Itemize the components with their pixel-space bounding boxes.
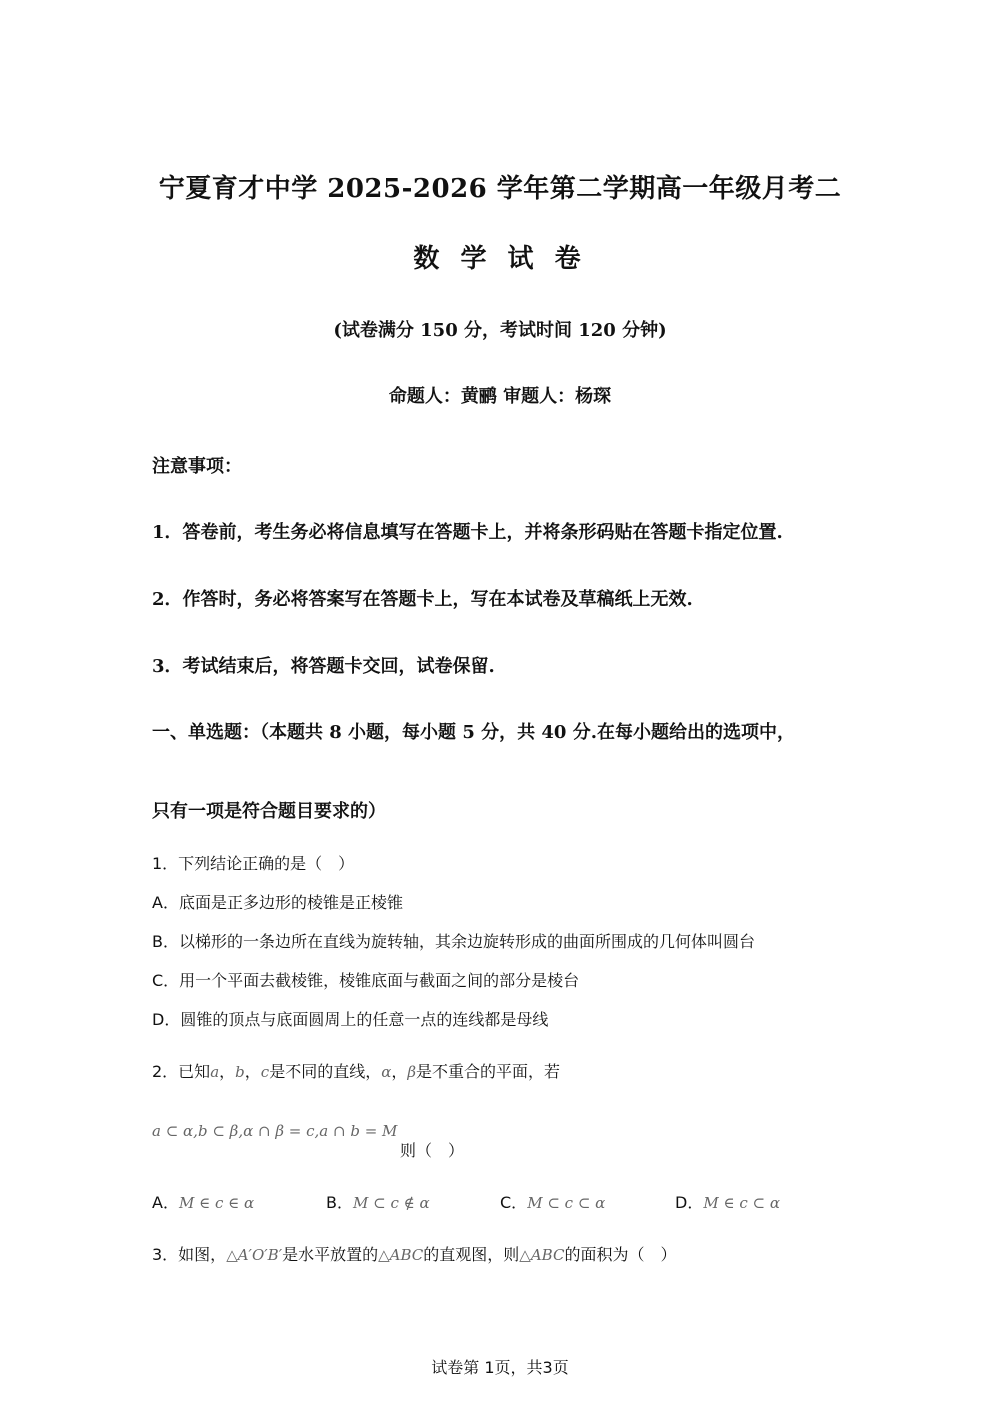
q3-triangle-3: △ABC xyxy=(519,1246,565,1264)
q2-option-a xyxy=(152,1190,254,1213)
q2-sep-3: ， xyxy=(365,1062,382,1081)
q2-option-c-label: C． xyxy=(500,1193,528,1212)
q3-stem xyxy=(152,1242,676,1265)
q2-var-c: c xyxy=(260,1063,270,1081)
q2-option-b-label: B． xyxy=(326,1193,353,1212)
q2-option-a-label: A． xyxy=(152,1193,179,1212)
q3-mid-2: 的直观图，则 xyxy=(423,1245,520,1264)
q2-then: 则（ ） xyxy=(400,1141,465,1160)
q1-option-b: B．以梯形的一条边所在直线为旋转轴，其余边旋转形成的曲面所围成的几何体叫圆台 xyxy=(152,932,755,951)
q2-option-c-math: M ⊂ c ⊂ α xyxy=(527,1194,606,1212)
authors-line: 命题人：黄鹂 审题人：杨琛 xyxy=(388,386,612,407)
note-item-3: 3．考试结束后，将答题卡交回，试卷保留. xyxy=(152,656,495,677)
q1-option-a: A．底面是正多边形的棱锥是正棱锥 xyxy=(152,893,403,912)
score-info: (试卷满分 150 分，考试时间 120 分钟) xyxy=(333,320,667,341)
q2-var-beta: β xyxy=(407,1063,417,1081)
q2-option-c xyxy=(500,1190,605,1213)
q3-prefix: 3．如图， xyxy=(152,1245,227,1264)
q1-option-c: C．用一个平面去截棱锥，棱锥底面与截面之间的部分是棱台 xyxy=(152,971,580,990)
notes-heading: 注意事项： xyxy=(152,456,242,477)
q2-sep-1: ， xyxy=(219,1062,236,1081)
q2-stem-prefix: 2．已知 xyxy=(152,1062,211,1081)
q3-suffix: 的面积为（ ） xyxy=(564,1245,677,1264)
q2-option-b-math: M ⊂ c ∉ α xyxy=(352,1194,430,1212)
q2-option-d-label: D． xyxy=(675,1193,704,1212)
q2-var-a: a xyxy=(210,1063,220,1081)
q2-option-a-math: M ∈ c ∈ α xyxy=(178,1194,255,1212)
page-footer: 试卷第 1页，共3页 xyxy=(431,1358,569,1377)
q2-stem xyxy=(152,1059,560,1082)
q2-sep-2: ， xyxy=(244,1062,261,1081)
section1-heading-line2: 只有一项是符合题目要求的） xyxy=(152,801,386,822)
q2-stem-mid: 是不同的直线 xyxy=(269,1062,366,1081)
note-item-1: 1．答卷前，考生务必将信息填写在答题卡上，并将条形码贴在答题卡指定位置. xyxy=(152,522,783,543)
q2-var-alpha: α xyxy=(381,1063,392,1081)
q2-option-d-math: M ∈ c ⊂ α xyxy=(703,1194,780,1212)
q3-triangle-2: △ABC xyxy=(378,1246,424,1264)
q3-mid-1: 是水平放置的 xyxy=(282,1245,379,1264)
exam-subtitle: 数 学 试 卷 xyxy=(413,244,587,274)
q1-option-d: D．圆锥的顶点与底面圆周上的任意一点的连线都是母线 xyxy=(152,1010,549,1029)
q2-stem-suffix: 是不重合的平面，若 xyxy=(416,1062,561,1081)
q2-condition: a ⊂ α,b ⊂ β,α ∩ β = c,a ∩ b = M xyxy=(152,1122,398,1140)
q2-sep-4: ， xyxy=(391,1062,408,1081)
exam-title: 宁夏育才中学 2025-2026 学年第二学期高一年级月考二 xyxy=(158,174,842,204)
q2-var-b: b xyxy=(235,1063,245,1081)
q2-option-d xyxy=(675,1190,780,1213)
q2-option-b xyxy=(326,1190,430,1213)
note-item-2: 2．作答时，务必将答案写在答题卡上，写在本试卷及草稿纸上无效. xyxy=(152,589,693,610)
section1-heading-line1: 一、单选题：（本题共 8 小题，每小题 5 分，共 40 分.在每小题给出的选项中， xyxy=(152,722,795,743)
q3-triangle-1: △A′O′B′ xyxy=(226,1246,283,1264)
q1-stem: 1．下列结论正确的是（ ） xyxy=(152,854,355,873)
